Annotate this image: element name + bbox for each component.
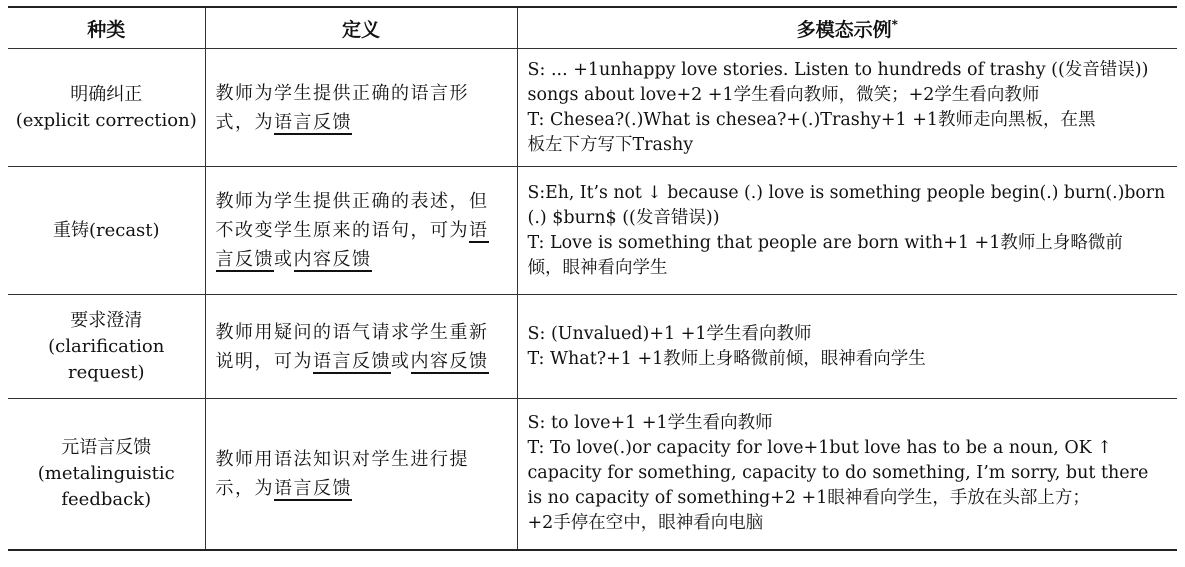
header-example — [517, 7, 1177, 49]
header-definition-label: 定义 — [341, 18, 380, 41]
table-row — [8, 295, 1177, 399]
example-cell — [517, 399, 1177, 550]
type-english: (metalinguistic — [37, 462, 175, 484]
example-cell — [517, 167, 1177, 295]
header-example-label: 多模态示例 — [796, 18, 892, 41]
header-type-label: 种类 — [87, 18, 126, 41]
example-cell — [517, 295, 1177, 399]
example-line: 倾，眼神看向学生 — [527, 257, 668, 278]
definition-conjunction: 或 — [391, 350, 411, 372]
underlined-term: 语言反馈 — [215, 220, 489, 270]
example-line: songs about love+2 +1学生看向教师，微笑；+2学生看向教师 — [527, 84, 1040, 105]
definition-text: 教师用疑问的语气请求学生重新说明，可为 — [215, 321, 489, 372]
underlined-term: 语言反馈 — [313, 350, 391, 372]
type-cell — [8, 295, 205, 399]
feedback-table-container — [8, 6, 1177, 551]
type-english: (explicit correction) — [15, 109, 197, 131]
example-line: T: Love is something that people are born with+1 +1教师上身略微前 — [527, 232, 1123, 253]
table-row — [8, 49, 1177, 167]
definition-text: 教师为学生提供正确的表述，但不改变学生原来的语句，可为 — [215, 191, 489, 241]
type-english: (clarification — [48, 335, 165, 357]
example-line: (.) $burn$ ((发音错误)) — [527, 207, 720, 228]
example-line: T: What?+1 +1教师上身略微前倾，眼神看向学生 — [527, 348, 926, 369]
underlined-term: 语言反馈 — [274, 111, 352, 133]
table-row — [8, 167, 1177, 295]
example-line: 板左下方写下Trashy — [527, 134, 694, 155]
header-row — [8, 7, 1177, 49]
type-cell — [8, 49, 205, 167]
definition-cell — [205, 295, 517, 399]
type-cell — [8, 167, 205, 295]
definition-text: 教师为学生提供正确的语言形式，为 — [215, 82, 469, 133]
definition-cell — [205, 49, 517, 167]
feedback-types-table — [8, 6, 1177, 551]
underlined-term: 内容反馈 — [293, 249, 372, 270]
table-row — [8, 399, 1177, 550]
example-line: S: ... +1unhappy love stories. Listen to hundreds of trashy ((发音错误)) — [527, 59, 1149, 80]
definition-text: 教师用语法知识对学生进行提示，为 — [215, 448, 469, 499]
type-name: 重铸(recast) — [52, 219, 160, 241]
header-definition — [205, 7, 517, 49]
type-english: request) — [67, 361, 145, 383]
example-line: +2手停在空中，眼神看向电脑 — [527, 513, 764, 534]
example-line: S: to love+1 +1学生看向教师 — [527, 413, 773, 434]
example-line: capacity for something, capacity to do something, I’m sorry, but there — [527, 463, 1149, 484]
header-type — [8, 7, 205, 49]
type-english: feedback) — [61, 488, 152, 510]
type-cell — [8, 399, 205, 550]
example-line: T: Chesea?(.)What is chesea?+(.)Trashy+1 +1教师走向黑板，在黑 — [527, 109, 1096, 130]
type-name: 明确纠正 — [70, 83, 143, 105]
underlined-term: 语言反馈 — [274, 477, 352, 499]
definition-cell — [205, 167, 517, 295]
example-line: S:Eh, It’s not ↓ because (.) love is something people begin(.) burn(.)born — [527, 182, 1166, 203]
header-example-footnote-mark: * — [891, 17, 898, 32]
underlined-term: 内容反馈 — [410, 350, 489, 372]
example-line: S: (Unvalued)+1 +1学生看向教师 — [527, 323, 812, 344]
definition-cell — [205, 399, 517, 550]
example-line: T: To love(.)or capacity for love+1but love has to be a noun, OK ↑ — [527, 438, 1112, 459]
example-line: is no capacity of something+2 +1眼神看向学生，手放在头部上方； — [527, 488, 1090, 509]
type-name: 元语言反馈 — [61, 436, 152, 458]
type-name: 要求澄清 — [70, 309, 143, 331]
example-cell — [517, 49, 1177, 167]
definition-conjunction: 或 — [274, 249, 294, 270]
